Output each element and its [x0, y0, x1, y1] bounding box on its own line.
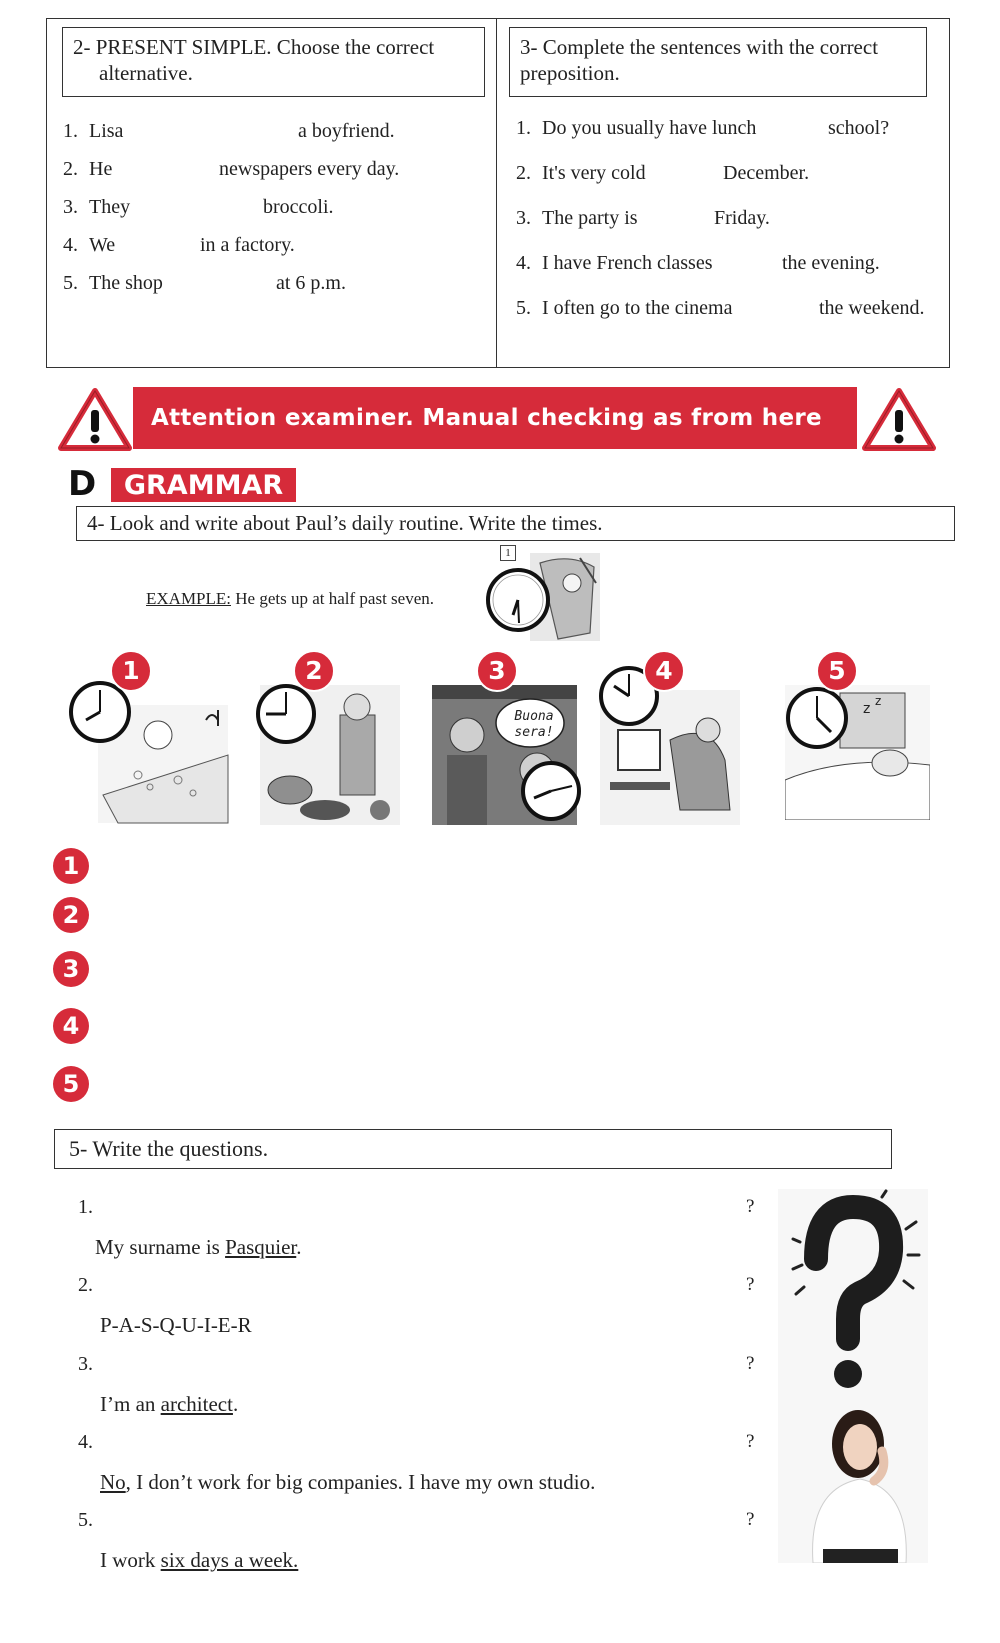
- clock-icon: [485, 567, 551, 633]
- speech-bubble-text: Buona sera!: [514, 709, 554, 740]
- answer-number-badge: 4: [53, 1008, 89, 1044]
- section3-item-2: 2. It's very cold: [516, 162, 646, 184]
- section3-title-box: [509, 27, 927, 97]
- section2-item-2: 2. He: [63, 158, 113, 180]
- clock-icon: [255, 683, 317, 745]
- section2-item-2-rest: newspapers every day.: [219, 158, 400, 180]
- example-sentence: [146, 589, 434, 609]
- picture-number-badge: 3: [476, 650, 518, 692]
- example-label: EXAMPLE:: [146, 589, 231, 608]
- question-number: 2.: [78, 1274, 93, 1296]
- section3-item-4-end: the evening.: [782, 252, 880, 274]
- question-number: 5.: [78, 1509, 93, 1531]
- section-letter: D: [68, 464, 97, 504]
- section4-title: 4- Look and write about Paul’s daily routine. Write the times.: [87, 511, 603, 535]
- clock-icon: [785, 686, 849, 750]
- question-mark: ?: [746, 1196, 755, 1217]
- section5-title: 5- Write the questions.: [69, 1136, 269, 1161]
- section2-item-5: 5. The shop: [63, 272, 163, 294]
- warning-icon: [58, 388, 132, 452]
- section3-title: 3- Complete the sentences with the correct preposition.: [520, 35, 879, 85]
- picture-number-badge: 2: [293, 650, 335, 692]
- question-number: 1.: [78, 1196, 93, 1218]
- section2-title: 2- PRESENT SIMPLE. Choose the correct alternative.: [73, 35, 435, 85]
- picture-number-badge: 5: [816, 650, 858, 692]
- attention-banner: Attention examiner. Manual checking as from here: [133, 387, 857, 449]
- section3-item-5: 5. I often go to the cinema: [516, 297, 733, 319]
- answer-number-badge: 1: [53, 848, 89, 884]
- section2-item-3: 3. They: [63, 196, 131, 218]
- answer-text: I’m an architect.: [100, 1392, 239, 1416]
- section3-item-3-end: Friday.: [714, 207, 770, 229]
- picture-number-badge: 4: [643, 650, 685, 692]
- example-box-number: 1: [500, 545, 516, 561]
- picture-number-badge: 1: [110, 650, 152, 692]
- question-number: 4.: [78, 1431, 93, 1453]
- question-mark: ?: [746, 1431, 755, 1452]
- answer-text: My surname is Pasquier.: [95, 1235, 302, 1259]
- column-divider: [496, 18, 497, 368]
- section2-item-4-rest: in a factory.: [200, 234, 295, 256]
- answer-text: No, I don’t work for big companies. I have my own studio.: [100, 1470, 596, 1494]
- question-mark: ?: [746, 1274, 755, 1295]
- example-text: He gets up at half past seven.: [235, 589, 434, 608]
- section2-title-box: [62, 27, 485, 97]
- question-mark: ?: [746, 1509, 755, 1530]
- clock-icon: [520, 760, 582, 822]
- thinking-woman-illustration: [778, 1189, 928, 1563]
- section3-item-4: 4. I have French classes: [516, 252, 713, 274]
- section3-item-1-end: school?: [828, 117, 890, 139]
- question-number: 3.: [78, 1353, 93, 1375]
- warning-icon: [862, 388, 936, 452]
- grammar-label: GRAMMAR: [111, 468, 296, 502]
- question-mark: ?: [746, 1353, 755, 1374]
- section2-item-1-rest: a boyfriend.: [298, 120, 395, 142]
- answer-text: P-A-S-Q-U-I-E-R: [100, 1313, 252, 1337]
- section3-item-5-end: the weekend.: [819, 297, 925, 319]
- section3-item-2-end: December.: [723, 162, 810, 184]
- example-picture: [485, 545, 600, 645]
- answer-number-badge: 2: [53, 897, 89, 933]
- answer-text: I work six days a week.: [100, 1548, 299, 1572]
- section3-item-3: 3. The party is: [516, 207, 638, 229]
- section2-item-1: 1. Lisa: [63, 120, 124, 142]
- section4-title-box: [76, 506, 955, 541]
- section2-item-3-rest: broccoli.: [263, 196, 334, 218]
- answer-number-badge: 5: [53, 1066, 89, 1102]
- section2-item-4: 4. We: [63, 234, 116, 256]
- svg-text:z: z: [875, 694, 882, 708]
- answer-number-badge: 3: [53, 951, 89, 987]
- section2-item-5-rest: at 6 p.m.: [276, 272, 346, 294]
- section3-item-1: 1. Do you usually have lunch: [516, 117, 757, 139]
- svg-text:z: z: [863, 701, 871, 717]
- section5-title-box: [54, 1129, 892, 1169]
